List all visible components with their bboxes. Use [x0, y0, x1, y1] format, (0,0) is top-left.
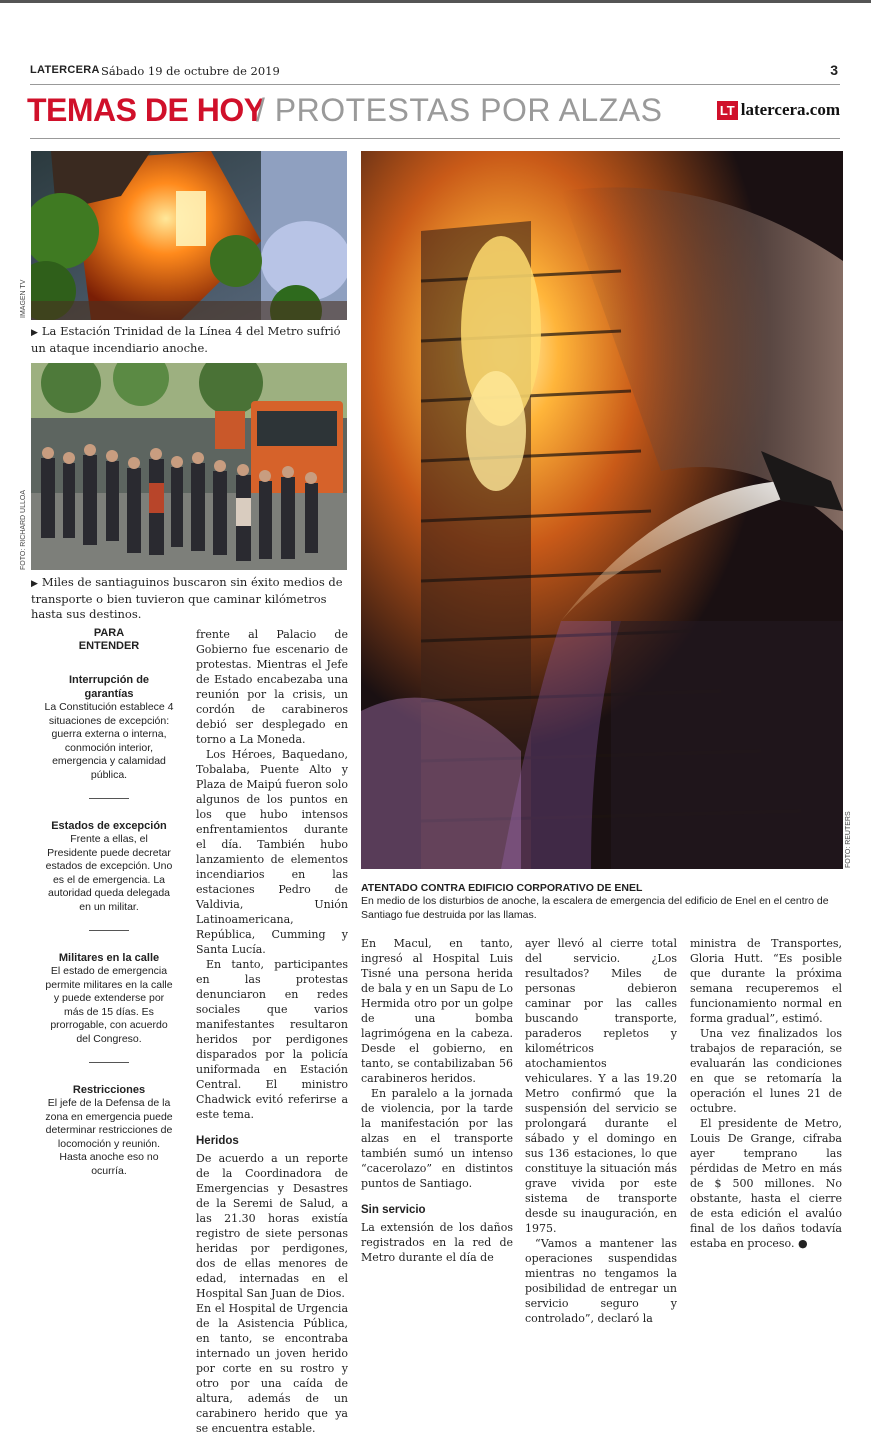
- article-column-2: [361, 936, 513, 1265]
- sidebar-divider: [89, 930, 129, 931]
- photo-crowd: [31, 363, 347, 570]
- photo-credit: FOTO: REUTERS: [845, 811, 852, 868]
- photo-credit: IMAGEN TV: [20, 279, 27, 318]
- sidebar-item-title: Restricciones: [72, 1084, 146, 1096]
- section-title: TEMAS DE HOY: [27, 92, 265, 128]
- main-caption-title: ATENTADO CONTRA EDIFICIO CORPORATIVO DE ENEL: [361, 882, 643, 894]
- divider: [30, 138, 840, 139]
- sidebar-item: [44, 951, 174, 1046]
- article-subhead: Heridos: [196, 1135, 239, 1147]
- photo-caption: [31, 575, 347, 622]
- article-paragraph: En Macul, en tanto, ingresó al Hospital Luis Tisné una persona herida de bala y en un Sapu de Lo Hermida otro por un golpe de una bomba lagrimógena en la cabeza. Desde el gobierno, en tanto, se contabilizaban 56 carabineros heridos.: [361, 937, 513, 1085]
- article-paragraph: Una vez finalizados los trabajos de reparación, se evaluarán las condiciones en que se retomaría la operación el lunes 21 de octubre.: [690, 1027, 842, 1115]
- sidebar-heading-line: ENTENDER: [78, 640, 140, 652]
- photo-enel-fire: [361, 151, 843, 869]
- divider: [30, 84, 840, 85]
- masthead-date: Sábado 19 de octubre de 2019: [101, 64, 280, 78]
- logo-mark: LT: [717, 101, 738, 120]
- article-column-1: [196, 627, 348, 1436]
- article-paragraph: De acuerdo a un reporte de la Coordinadora de Emergencias y Desastres de la Seremi de Salud, a las 21.30 horas existía registro de siete personas heridas por perdigones, dos de ellas menores de edad, internadas en el Hospital San Juan de Dios.: [196, 1152, 348, 1300]
- article-column-3: [525, 936, 677, 1326]
- article-paragraph: La extensión de los daños registrados en la red de Metro durante el día de: [361, 1221, 513, 1264]
- page-number: 3: [830, 62, 838, 78]
- sidebar-heading: [44, 627, 174, 653]
- masthead-brand: LATERCERA: [30, 64, 100, 76]
- article-paragraph: En el Hospital de Urgencia de la Asistencia Pública, en tanto, se encontraba internado un joven herido por corte en su rostro y otro por una caída de altura, además de un carabinero herido que ya se encuentra estable.: [196, 1302, 348, 1435]
- masthead: [30, 62, 840, 84]
- sidebar-item: [44, 673, 174, 782]
- sidebar-item-body: Frente a ellas, el Presidente puede decretar estados de excepción. Uno es el de emergencia. La autoridad queda delegada en un militar.: [45, 833, 173, 913]
- logo-site: latercera.com: [740, 100, 840, 119]
- article-paragraph: frente al Palacio de Gobierno fue escenario de protestas. Mientras el Jefe de Estado encabezaba una reunión por la crisis, un cordón de carabineros debió ser desplegado en torno a La Moneda.: [196, 628, 348, 746]
- article-paragraph: ayer llevó al cierre total del servicio. ¿Los resultados? Miles de personas debieron caminar por las calles buscando transporte, paraderos repletos y kilométricos atochamientos vehiculares. Y a las 19.20 Metro confirmó que la suspensión del servicio se prolongará durante el sábado y el domingo en sus 136 estaciones, lo que constituye la situación más grave vivida por este sistema de transporte desde su inauguración, en 1975.: [525, 937, 677, 1235]
- article-paragraph: En tanto, participantes en las protestas denunciaron en redes sociales que varios manifestantes resultaron heridos por perdigones disparados por la policía uniformada en Estación Central. El ministro Chadwick evitó referirse a este tema.: [196, 958, 348, 1121]
- photo-metro-fire: [31, 151, 347, 320]
- caption-text: La Estación Trinidad de la Línea 4 del Metro sufrió un ataque incendiario anoche.: [31, 324, 341, 355]
- section-subtitle: / PROTESTAS POR ALZAS: [256, 92, 663, 128]
- article-column-4: [690, 936, 842, 1251]
- sidebar-item-title: Estados de excepción: [51, 820, 167, 832]
- sidebar-item-title: Interrupción de garantías: [68, 674, 150, 700]
- article-paragraph: En paralelo a la jornada de violencia, por la tarde la manifestación por las alzas en el transporte también sumó un intenso “cacerolazo” en distintos puntos de Santiago.: [361, 1087, 513, 1190]
- caption-arrow-icon: ▶: [31, 328, 38, 338]
- sidebar-heading-line: PARA: [93, 627, 125, 639]
- sidebar-item-body: El jefe de la Defensa de la zona en emergencia puede determinar restricciones de locomoción y reunión. Hasta anoche eso no ocurría.: [45, 1097, 173, 1177]
- sidebar-item: [44, 819, 174, 914]
- site-logo: [717, 100, 840, 120]
- article-paragraph: ministra de Transportes, Gloria Hutt. “Es posible que durante la próxima semana recuperemos el funcionamiento normal en forma gradual”, estimó.: [690, 937, 842, 1025]
- sidebar-divider: [89, 1062, 129, 1063]
- sidebar-para-entender: [44, 627, 174, 1178]
- photo-caption: [31, 324, 347, 356]
- caption-text: Miles de santiaguinos buscaron sin éxito medios de transporte o bien tuvieron que caminar kilómetros hasta sus destinos.: [31, 575, 343, 621]
- article-paragraph: Los Héroes, Baquedano, Tobalaba, Puente Alto y Plaza de Maipú fueron solo algunos de los puntos en los que hubo intensos enfrentamientos durante el día. También hubo lanzamiento de elementos incendiarios en las estaciones Pedro de Valdivia, Unión Latinoamericana, República, Cumming y Santa Lucía.: [196, 748, 348, 956]
- sidebar-item-body: La Constitución establece 4 situaciones de excepción: guerra externa o interna, conmoción interior, emergencia y calamidad pública.: [44, 701, 174, 781]
- end-mark-icon: ●: [797, 1237, 808, 1250]
- section-header: [27, 92, 840, 136]
- photo-enel-fire-image: [361, 151, 843, 869]
- sidebar-item: [44, 1083, 174, 1178]
- sidebar-divider: [89, 798, 129, 799]
- article-paragraph: El presidente de Metro, Louis De Grange, cifraba ayer temprano las pérdidas de Metro en más de $ 500 millones. No obstante, hasta el cierre de esta edición el avalúo final de los daños todavía estaba en proceso.: [690, 1117, 842, 1250]
- article-subhead: Sin servicio: [361, 1204, 426, 1216]
- main-caption-body: En medio de los disturbios de anoche, la escalera de emergencia del edificio de Enel en el centro de Santiago fue destruida por las llamas.: [361, 895, 829, 921]
- sidebar-item-title: Militares en la calle: [58, 952, 160, 964]
- photo-crowd-image: [31, 363, 347, 570]
- top-rule: [0, 0, 871, 3]
- photo-metro-fire-image: [31, 151, 347, 320]
- caption-arrow-icon: ▶: [31, 579, 38, 589]
- main-photo-caption: [361, 882, 843, 922]
- photo-credit: FOTO: RICHARD ULLOA: [20, 490, 27, 570]
- article-paragraph: “Vamos a mantener las operaciones suspendidas mientras no tengamos la posibilidad de entregar un servicio seguro y controlado”, declaró la: [525, 1237, 677, 1325]
- sidebar-item-body: El estado de emergencia permite militares en la calle y puede extenderse por más de 15 días. Es prorrogable, con acuerdo del Congreso.: [45, 965, 173, 1045]
